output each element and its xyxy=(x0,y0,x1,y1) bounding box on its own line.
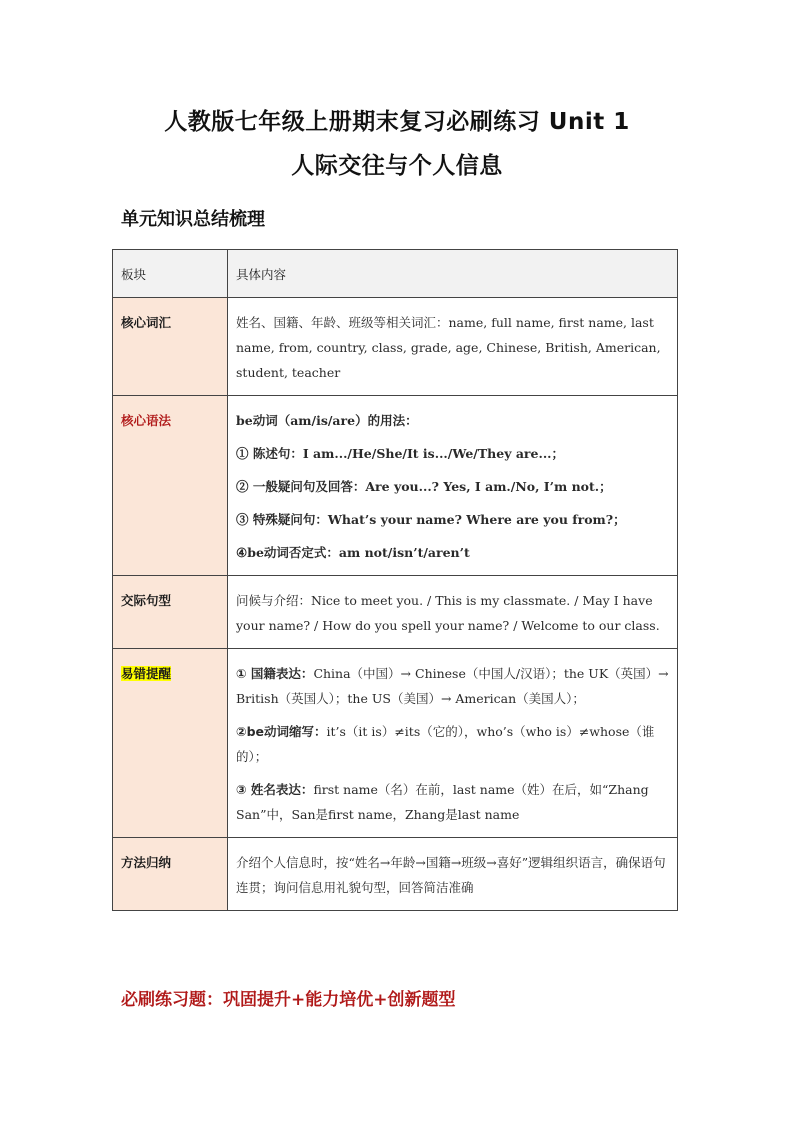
knowledge-table xyxy=(112,249,678,911)
row-content-phrases: 问候与介绍：Nice to meet you. / This is my classmate. / May I have your name? / How do you spell your name? / Welcome to our class. xyxy=(228,576,678,649)
mistake-lead: ③ 姓名表达： xyxy=(236,782,314,797)
section-heading: 单元知识总结梳理 xyxy=(121,209,265,230)
grammar-intro: be动词（am/is/are）的用法： xyxy=(236,413,418,428)
row-label-grammar: 核心语法 xyxy=(113,396,228,576)
table-header-row xyxy=(113,250,678,298)
row-content-mistakes xyxy=(228,649,678,838)
header-cell-block: 板块 xyxy=(113,250,228,298)
row-label-vocab: 核心词汇 xyxy=(113,298,228,396)
table-row xyxy=(113,838,678,911)
mistake-text: it’s（it is）≠its（它的），who’s（who is）≠whose（谁的）； xyxy=(236,724,655,764)
grammar-item: ② 一般疑问句及回答：Are you...? Yes, I am./No, I’m not.； xyxy=(236,479,612,494)
page-subtitle: 人际交往与个人信息 xyxy=(291,153,503,179)
row-label-phrases: 交际句型 xyxy=(113,576,228,649)
mistake-lead: ②be动词缩写： xyxy=(236,724,327,739)
row-content-method: 介绍个人信息时，按“姓名→年龄→国籍→班级→喜好”逻辑组织语言，确保语句连贯；询问信息用礼貌句型，回答简洁准确 xyxy=(228,838,678,911)
mistake-lead: ① 国籍表达： xyxy=(236,666,314,681)
row-content-vocab: 姓名、国籍、年龄、班级等相关词汇：name, full name, first name, last name, from, country, class, grade, age, Chinese, British, American, student, teacher xyxy=(228,298,678,396)
grammar-item: ④be动词否定式：am not/isn’t/aren’t xyxy=(236,545,470,560)
table-row xyxy=(113,298,678,396)
row-label-method: 方法归纳 xyxy=(113,838,228,911)
table-row xyxy=(113,649,678,838)
table-row xyxy=(113,396,678,576)
row-content-grammar xyxy=(228,396,678,576)
mistake-item xyxy=(236,661,669,711)
row-label-mistakes xyxy=(113,649,228,838)
exercise-heading: 必刷练习题：巩固提升+能力培优+创新题型 xyxy=(121,990,456,1010)
table-row xyxy=(113,576,678,649)
header-cell-content: 具体内容 xyxy=(228,250,678,298)
highlighted-label: 易错提醒 xyxy=(121,666,172,681)
page-title: 人教版七年级上册期末复习必刷练习 Unit 1 xyxy=(164,109,630,135)
mistake-item xyxy=(236,777,669,827)
mistake-text: first name（名）在前，last name（姓）在后，如“Zhang San”中，San是first name，Zhang是last name xyxy=(236,782,649,822)
grammar-item: ③ 特殊疑问句：What’s your name? Where are you from?； xyxy=(236,512,626,527)
mistake-text: China（中国）→ Chinese（中国人/汉语）；the UK（英国）→ British（英国人）；the US（美国）→ American（美国人）； xyxy=(236,666,669,706)
grammar-item: ① 陈述句：I am.../He/She/It is.../We/They are...； xyxy=(236,446,565,461)
mistake-item xyxy=(236,719,669,769)
